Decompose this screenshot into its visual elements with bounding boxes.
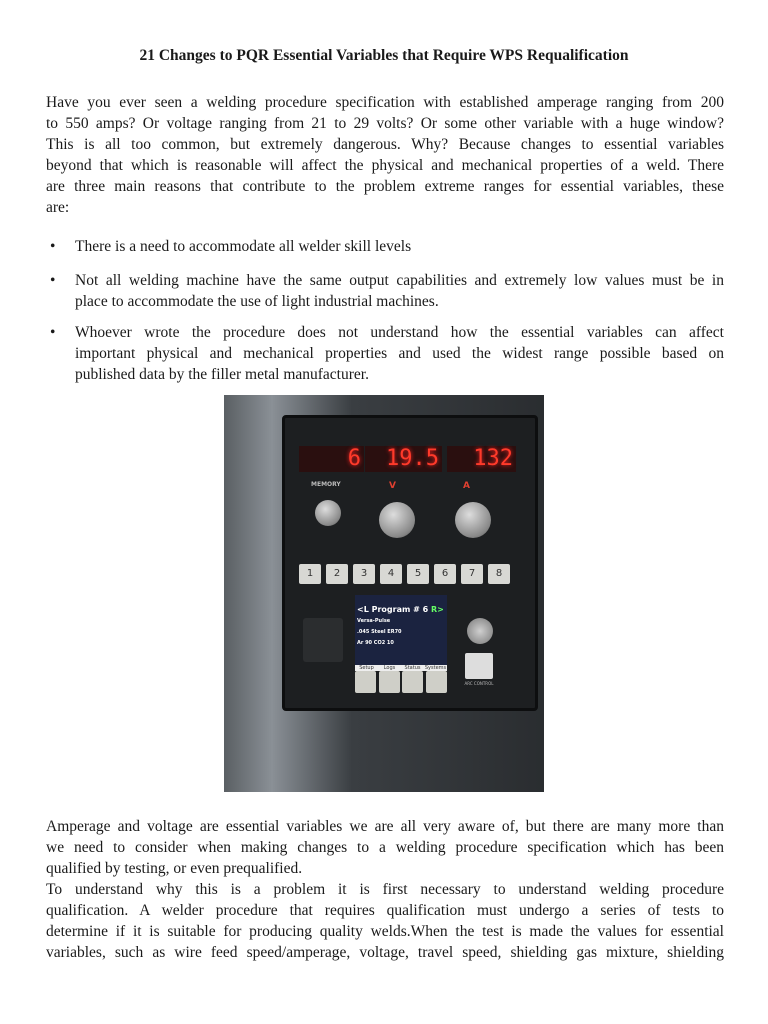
softkey-label: Setup [359,665,374,671]
screen-next: R> [430,605,444,614]
memory-label: MEMORY [311,481,341,488]
led-program: 6 [299,446,364,472]
text-line: There is a need to accommodate all welder skill levels [75,238,412,255]
softkey [355,671,376,693]
welder-control-panel-photo [224,395,544,792]
preset-button: 6 [434,564,456,584]
bullet-icon: • [50,272,56,289]
arc-control-label: ARC CONTROL [464,681,494,686]
screen-line: Versa-Pulse [357,618,391,624]
lcd-screen [355,595,447,671]
preset-button: 3 [353,564,375,584]
text-line: published data by the filler metal manufacturer. [75,366,369,383]
bullet-item [46,270,724,312]
text-line: Whoever wrote the procedure does not understand how the essential variables can affect [75,324,724,341]
preset-button: 8 [488,564,510,584]
text-line: are three main reasons that contribute to the problem extreme ranges for essential variables, these [46,178,724,195]
softkey-label: Logs [383,665,396,671]
softkey [379,671,400,693]
preset-button: 2 [326,564,348,584]
memory-knob [315,500,341,526]
bullet-item [46,322,724,385]
text-line: qualification. A welder procedure that requires qualification must undergo a series of tests to [46,902,724,919]
intro-paragraph [46,92,724,218]
volts-knob [379,502,415,538]
softkey-label: Status [404,665,421,671]
screen-line: Ar 90 CO2 10 [357,640,394,646]
bullet-icon: • [50,238,56,255]
text-line: beyond that which is reasonable will affect the physical and mechanical properties of a weld. There [46,157,724,174]
text-line: qualified by testing, or even prequalified. [46,860,303,877]
led-amps: 132 [447,446,516,472]
screen-title: Program # 6 [371,605,429,614]
torch-knob [467,618,493,644]
preset-button: 5 [407,564,429,584]
usb-cover [303,618,343,662]
preset-button: 1 [299,564,321,584]
amps-knob [455,502,491,538]
text-line: variables, such as wire feed speed/amperage, voltage, travel speed, shielding gas mixture, shielding [46,944,724,961]
preset-button: 7 [461,564,483,584]
text-line: important physical and mechanical properties and used the widest range possible based on [75,345,724,362]
bullet-icon: • [50,324,56,341]
text-line: Amperage and voltage are essential variables we are all very aware of, but there are many more than [46,818,724,835]
led-volts: 19.5 [365,446,442,472]
bullet-item [46,236,724,257]
text-line: place to accommodate the use of light industrial machines. [75,293,439,310]
screen-line: .045 Steel ER70 [357,629,402,635]
amps-label: A [463,481,470,491]
paragraph-2 [46,816,724,879]
arc-control-icon [465,653,493,679]
text-line: Not all welding machine have the same output capabilities and extremely low values must be in [75,272,724,289]
text-line: are: [46,199,70,216]
volts-label: V [389,481,396,491]
text-line: to 550 amps? Or voltage ranging from 21 to 29 volts? Or some other variable with a huge window? [46,115,724,132]
softkey [402,671,423,693]
text-line: we need to consider when making changes to a welding procedure specification which has been [46,839,724,856]
text-line: This is all too common, but extremely dangerous. Why? Because changes to essential variables [46,136,724,153]
softkey-label: Systems [424,665,447,671]
text-line: determine if it is suitable for producing quality welds.When the test is made the values for essential [46,923,724,940]
softkey [426,671,447,693]
control-panel [282,415,538,711]
preset-button: 4 [380,564,402,584]
page-title: 21 Changes to PQR Essential Variables that Require WPS Requalification [139,47,629,64]
text-line: Have you ever seen a welding procedure specification with established amperage ranging from 200 [46,94,724,111]
text-line: To understand why this is a problem it is first necessary to understand welding procedure [46,881,724,898]
paragraph-3 [46,879,724,963]
screen-back: <L [357,605,369,614]
